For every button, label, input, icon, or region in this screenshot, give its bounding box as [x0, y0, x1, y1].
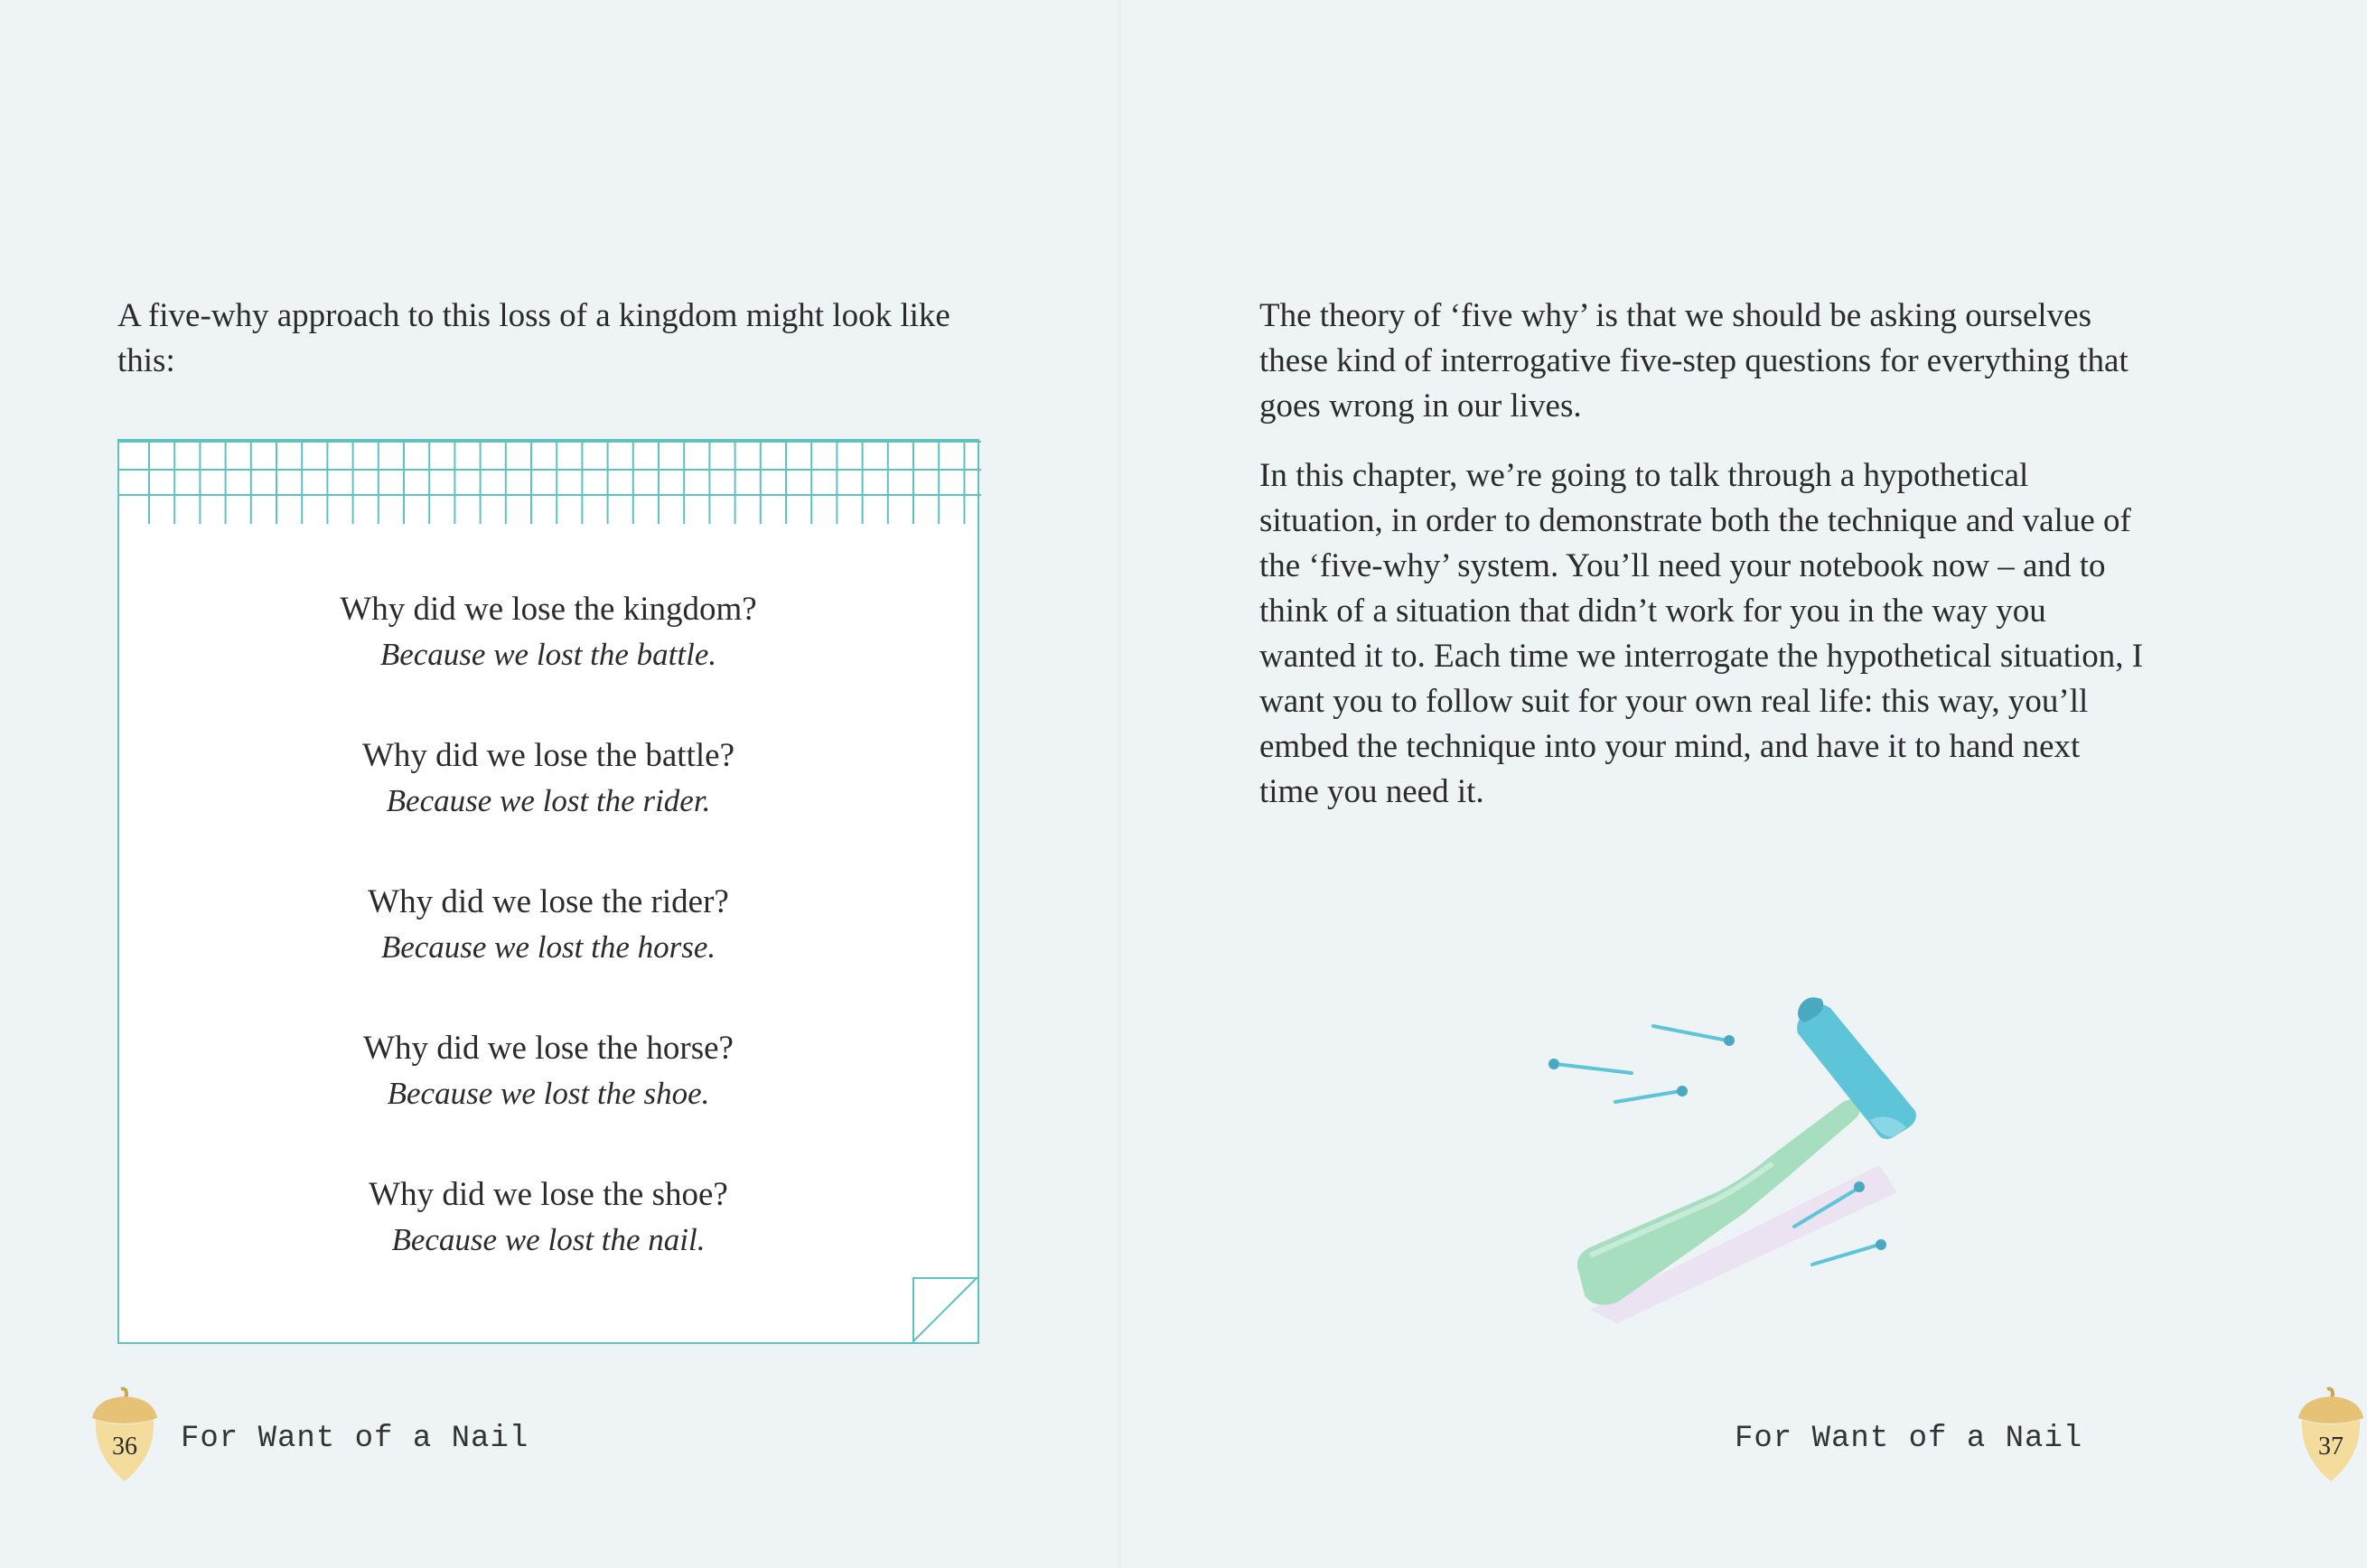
left-page: [0, 0, 1120, 1568]
acorn-icon: [2295, 1387, 2367, 1483]
notepad-box: [117, 439, 979, 1344]
answer-2: Because we lost the rider.: [386, 783, 711, 818]
running-title-left: For Want of a Nail: [181, 1422, 529, 1456]
grid-header: [119, 441, 981, 526]
answer-5: Because we lost the nail.: [391, 1222, 706, 1257]
acorn-icon: [89, 1387, 161, 1483]
answer-4: Because we lost the shoe.: [387, 1076, 710, 1111]
qa-item: [119, 1172, 978, 1319]
qa-item: [119, 587, 978, 733]
hammer-and-nails-illustration: [1536, 985, 2006, 1328]
page-number-left: 36: [112, 1433, 137, 1461]
left-footer: [89, 1387, 594, 1478]
paragraph-1: The theory of ‘five why’ is that we should be asking ourselves these kind of interrogative five-step questions for everything that goes wrong in our lives.: [1259, 297, 2128, 425]
answer-1: Because we lost the battle.: [379, 637, 717, 672]
running-title-right: For Want of a Nail: [1735, 1422, 2083, 1456]
qa-item: [119, 1026, 978, 1172]
paragraph-2: In this chapter, we’re going to talk through a hypothetical situation, in order to demonstrate both the technique and value of the ‘five-why’ system. You’ll need your notebook now – and to think of a situation that didn’t work for you in the way you wanted it to. Each time we interrogate the hypothetical situation, I want you to follow suit for your own real life: this way, you’ll embed the technique into your mind, and have it to hand next time you need it.: [1259, 457, 2144, 810]
question-3: Why did we lose the rider?: [368, 883, 729, 920]
page-number-right: 37: [2318, 1433, 2344, 1461]
qa-item: [119, 880, 978, 1026]
right-page: [1120, 0, 2344, 1568]
right-footer: [1735, 1387, 2344, 1478]
qa-list: [119, 587, 978, 1319]
answer-3: Because we lost the horse.: [380, 929, 716, 965]
question-1: Why did we lose the kingdom?: [340, 591, 757, 628]
question-2: Why did we lose the battle?: [361, 737, 734, 774]
intro-text: A five-why approach to this loss of a kingdom might look like this:: [117, 297, 950, 379]
question-4: Why did we lose the horse?: [363, 1030, 734, 1067]
question-5: Why did we lose the shoe?: [369, 1176, 728, 1213]
qa-item: [119, 733, 978, 880]
page-curl-corner: [912, 1277, 978, 1342]
